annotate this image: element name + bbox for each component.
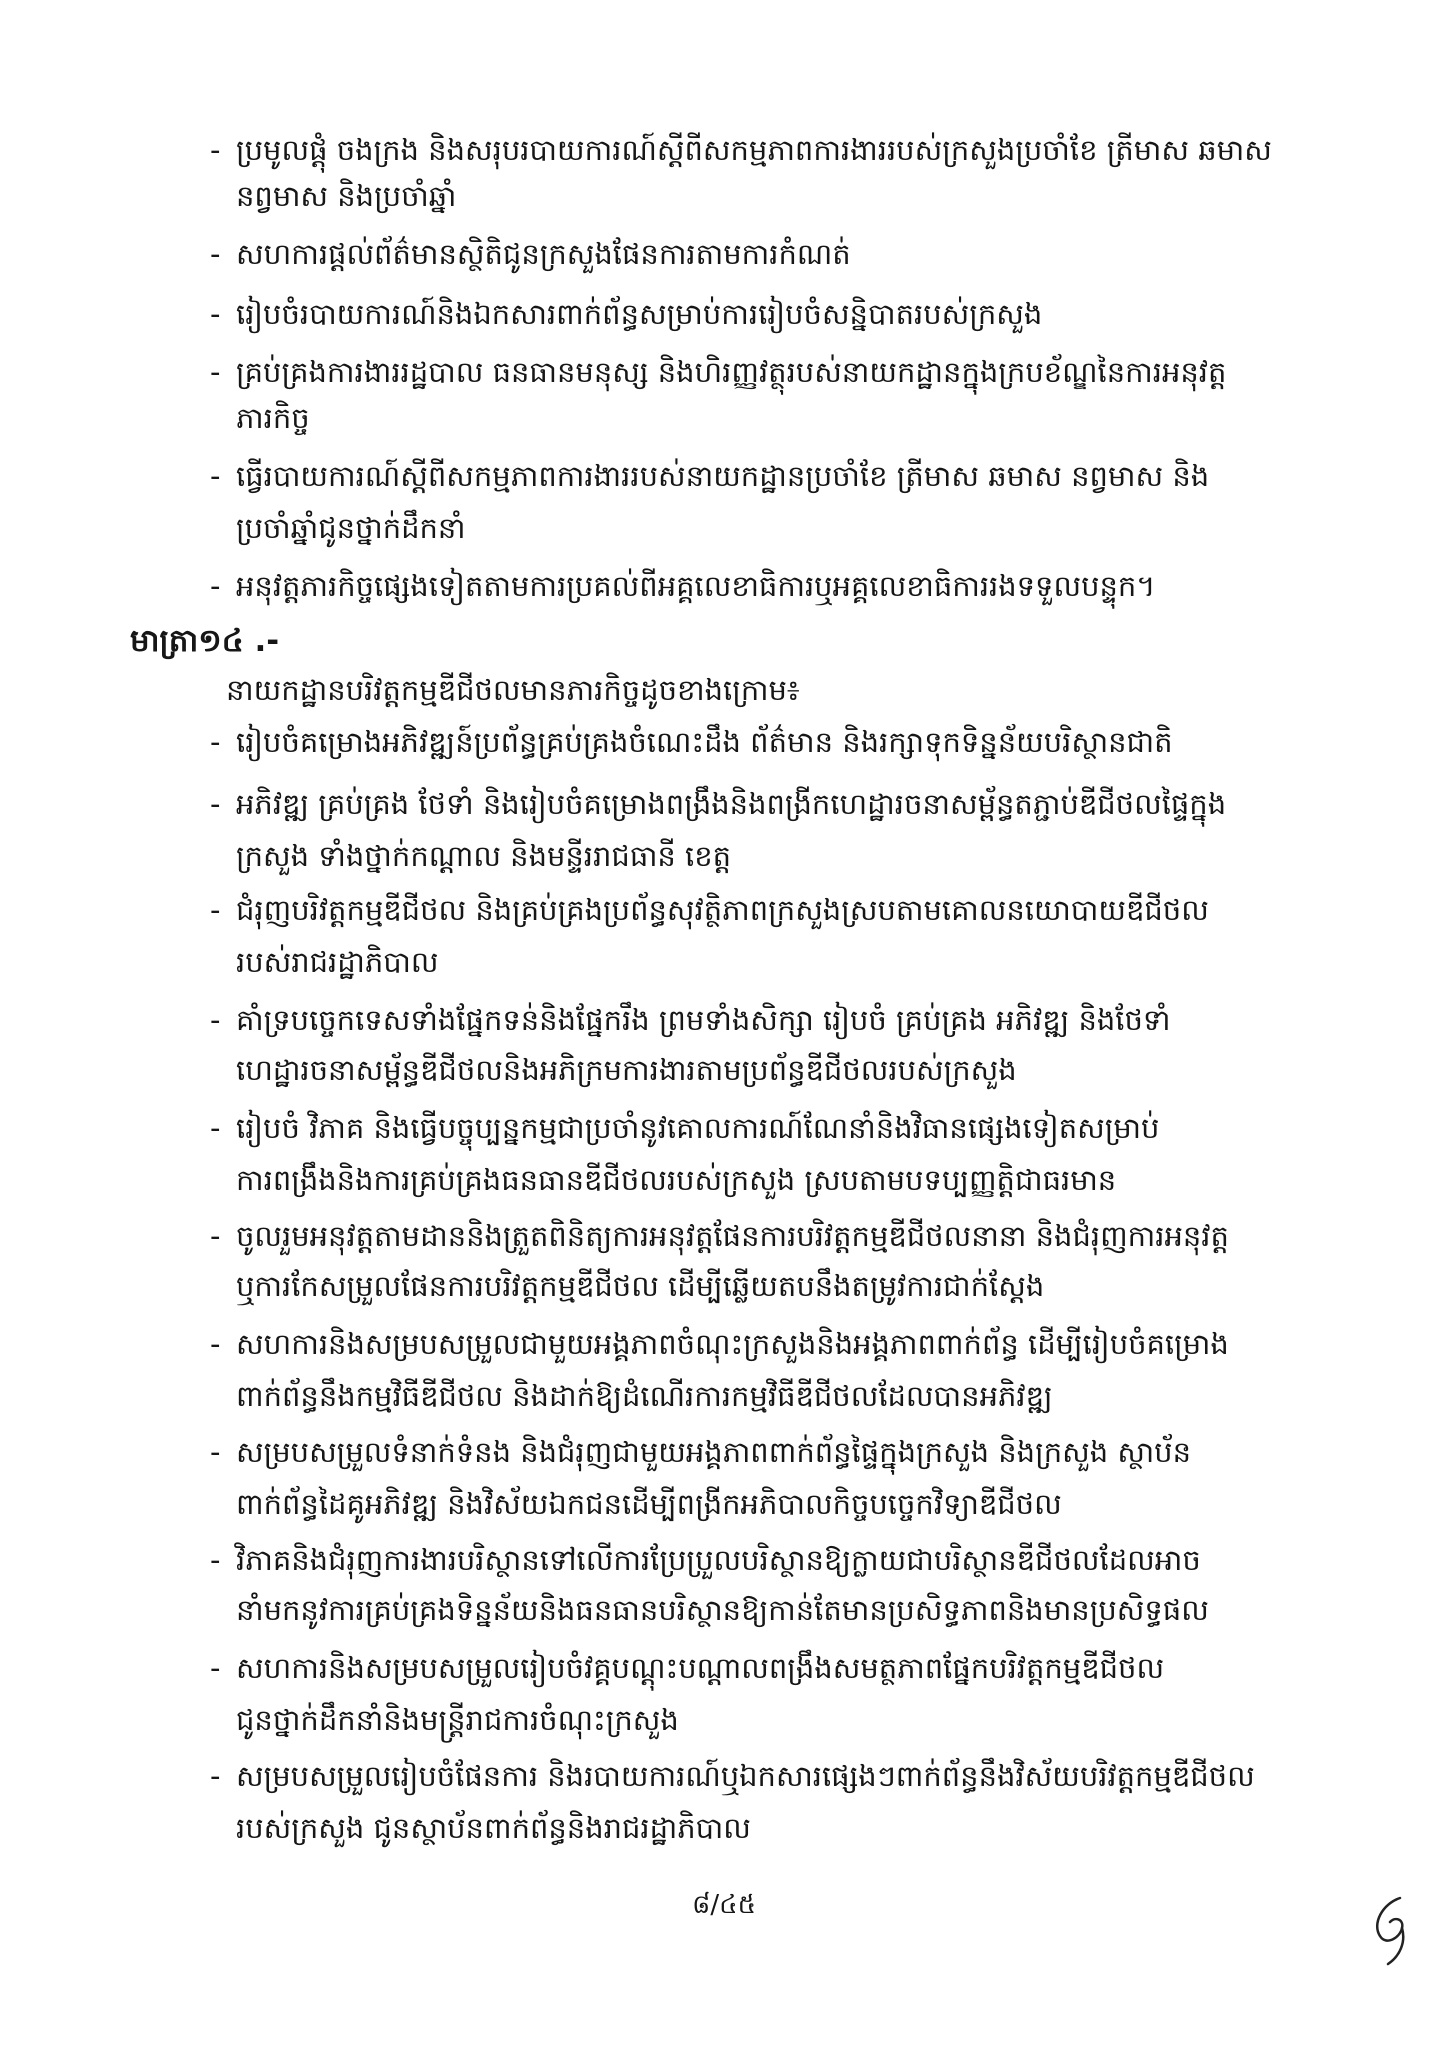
list-item-line: សហការផ្តល់ព័ត៌មានស្ថិតិជូនក្រសួងផែនការតាមការកំណត់ [236,237,851,271]
bullet-dash: - [210,133,221,167]
list-item-line: រៀបចំ វិភាគ និងធ្វើបច្ចុប្បន្នកម្មជាប្រចាំនូវគោលការណ៍ណែនាំនិងវិធានផ្សេងទៀតសម្រាប់ [236,1111,1160,1145]
list-item-line: ភារកិច្ច [236,401,310,435]
bullet-dash: - [210,787,221,821]
list-item-line: ការពង្រឹងនិងការគ្រប់គ្រងធនធានឌីជីថលរបស់ក្រសួង ស្របតាមបទប្បញ្ញត្តិជាធរមាន [236,1163,1117,1197]
list-item-line: ឬការកែសម្រួលផែនការបរិវត្តកម្មឌីជីថល ដើម្បីឆ្លើយតបនឹងតម្រូវការជាក់ស្តែង [236,1269,1045,1303]
list-item-line: ជូនថ្នាក់ដឹកនាំនិងមន្ត្រីរាជការចំណុះក្រសួង [236,1703,679,1737]
list-item-line: ក្រសួង ទាំងថ្នាក់កណ្តាល និងមន្ទីររាជធានី ខេត្ត [236,839,732,873]
bullet-dash: - [210,1219,221,1253]
bullet-dash: - [210,893,221,927]
list-item-line: នាំមកនូវការគ្រប់គ្រងទិន្នន័យនិងធនធានបរិស្ថានឱ្យកាន់តែមានប្រសិទ្ធភាពនិងមានប្រសិទ្ធផល [236,1593,1209,1627]
bullet-dash: - [210,297,221,331]
list-item-line: សម្របសម្រួលរៀបចំផែនការ និងរបាយការណ៍ឬឯកសារផ្សេងៗពាក់ព័ន្ធនឹងវិស័យបរិវត្តកម្មឌីជីថល [236,1759,1255,1793]
bullet-dash: - [210,1759,221,1793]
list-item-line: ពាក់ព័ន្ធដៃគូអភិវឌ្ឍ និងវិស័យឯកជនដើម្បីពង្រីកអភិបាលកិច្ចបច្ចេកវិទ្យាឌីជីថល [236,1487,1062,1521]
list-item-line: ជំរុញបរិវត្តកម្មឌីជីថល និងគ្រប់គ្រងប្រព័ន្ធសុវត្ថិភាពក្រសួងស្របតាមគោលនយោបាយឌីជីថល [236,893,1209,927]
bullet-dash: - [210,1543,221,1577]
list-item-line: របស់ក្រសួង ជូនស្ថាប័នពាក់ព័ន្ធនិងរាជរដ្ឋាភិបាល [236,1811,751,1845]
list-item-line: ពាក់ព័ន្ធនឹងកម្មវិធីឌីជីថល និងដាក់ឱ្យដំណើរការកម្មវិធីឌីជីថលដែលបានអភិវឌ្ឍ [236,1379,1053,1413]
bullet-dash: - [210,355,221,389]
list-item-line: គាំទ្របច្ចេកទេសទាំងផ្នែកទន់និងផ្នែករឹង ព្រមទាំងសិក្សា រៀបចំ គ្រប់គ្រង អភិវឌ្ឍ និងថែទាំ [236,1003,1171,1037]
article-intro: នាយកដ្ឋានបរិវត្តកម្មឌីជីថលមានភារកិច្ចដូចខាងក្រោម៖ [226,673,800,707]
bullet-dash: - [210,1003,221,1037]
bullet-dash: - [210,1435,221,1469]
bullet-dash: - [210,1111,221,1145]
bullet-dash: - [210,569,221,603]
list-item-line: របស់រាជរដ្ឋាភិបាល [236,945,439,979]
list-item-line: នព្វមាស និងប្រចាំឆ្នាំ [236,179,457,213]
list-item-line: សហការនិងសម្របសម្រួលជាមួយអង្គភាពចំណុះក្រសួងនិងអង្គភាពពាក់ព័ន្ធ ដើម្បីរៀបចំគម្រោង [236,1327,1229,1361]
bullet-dash: - [210,237,221,271]
list-item-line: សម្របសម្រួលទំនាក់ទំនង និងជំរុញជាមួយអង្គភាពពាក់ព័ន្ធផ្ទៃក្នុងក្រសួង និងក្រសួង ស្ថាប័ន [236,1435,1192,1469]
bullet-dash: - [210,459,221,493]
initials-signature [1360,1890,1420,1970]
list-item-line: រៀបចំរបាយការណ៍និងឯកសារពាក់ព័ន្ធសម្រាប់ការរៀបចំសន្និបាតរបស់ក្រសួង [236,297,1043,331]
article-heading: មាត្រា១៤ .- [130,623,280,659]
bullet-dash: - [210,725,221,759]
bullet-dash: - [210,1651,221,1685]
list-item-line: ចូលរួមអនុវត្តតាមដាននិងត្រួតពិនិត្យការអនុវត្តផែនការបរិវត្តកម្មឌីជីថលនានា និងជំរុញការអនុវត្ត [236,1219,1229,1253]
list-item-line: ធ្វើរបាយការណ៍ស្តីពីសកម្មភាពការងាររបស់នាយកដ្ឋានប្រចាំខែ ត្រីមាស ឆមាស នព្វមាស និង [236,459,1210,493]
list-item-line: សហការនិងសម្របសម្រួលរៀបចំវគ្គបណ្តុះបណ្តាលពង្រឹងសមត្ថភាពផ្នែកបរិវត្តកម្មឌីជីថល [236,1651,1165,1685]
page-number: ៨/៤៥ [692,1890,756,1920]
list-item-line: អភិវឌ្ឍ គ្រប់គ្រង ថែទាំ និងរៀបចំគម្រោងពង្រឹងនិងពង្រីកហេដ្ឋារចនាសម្ព័ន្ធតភ្ជាប់ឌីជីថលផ្ទៃក្នុង [236,787,1227,821]
list-item-line: អនុវត្តភារកិច្ចផ្សេងទៀតតាមការប្រគល់ពីអគ្គលេខាធិការឬអគ្គលេខាធិការរងទទួលបន្ទុក។ [236,569,1156,603]
list-item-line: គ្រប់គ្រងការងាររដ្ឋបាល ធនធានមនុស្ស និងហិរញ្ញវត្ថុរបស់នាយកដ្ឋានក្នុងក្របខ័ណ្ឌនៃការអនុវត្ត [236,355,1227,389]
list-item-line: ប្រចាំឆ្នាំជូនថ្នាក់ដឹកនាំ [236,511,466,545]
list-item-line: វិភាគនិងជំរុញការងារបរិស្ថានទៅលើការប្រែប្រួលបរិស្ថានឱ្យក្លាយជាបរិស្ថានឌីជីថលដែលអាច [236,1543,1201,1577]
list-item-line: ប្រមូលផ្តុំ ចងក្រង និងសរុបរបាយការណ៍ស្តីពីសកម្មភាពការងាររបស់ក្រសួងប្រចាំខែ ត្រីមាស ឆមាស [236,133,1272,167]
bullet-dash: - [210,1327,221,1361]
list-item-line: ហេដ្ឋារចនាសម្ព័ន្ធឌីជីថលនិងអភិក្រមការងារតាមប្រព័ន្ធឌីជីថលរបស់ក្រសួង [236,1053,1017,1087]
list-item-line: រៀបចំគម្រោងអភិវឌ្ឍន៍ប្រព័ន្ធគ្រប់គ្រងចំណេះដឹង ព័ត៌មាន និងរក្សាទុកទិន្នន័យបរិស្ថានជាតិ [236,725,1173,759]
